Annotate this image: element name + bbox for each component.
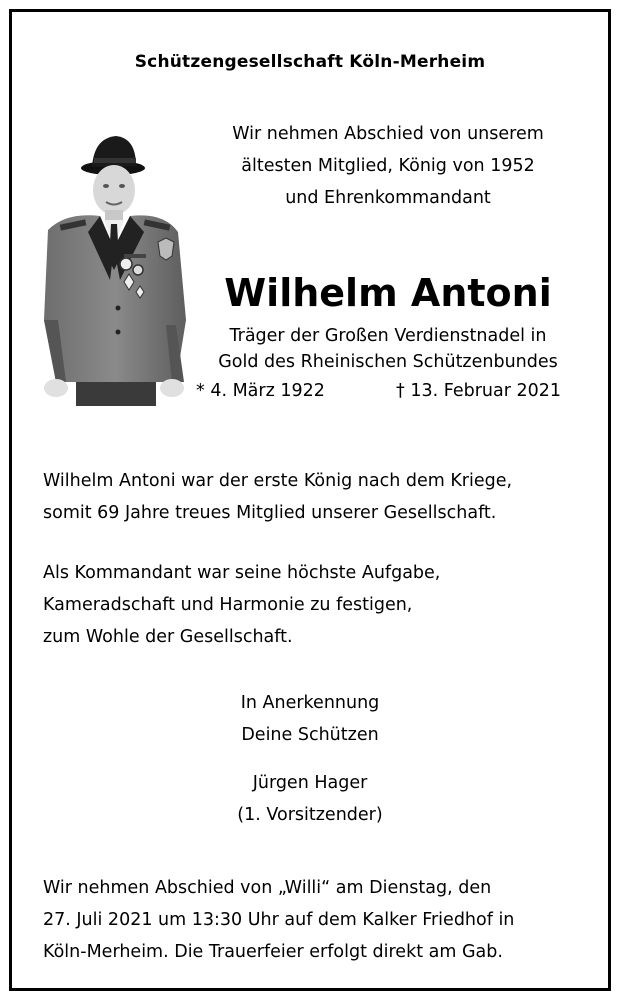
intro-line: Wir nehmen Abschied von unserem bbox=[232, 124, 544, 144]
award-text bbox=[188, 323, 588, 375]
intro-line: ältesten Mitglied, König von 1952 bbox=[241, 156, 535, 176]
obituary-card bbox=[9, 9, 611, 991]
signature-block bbox=[12, 767, 608, 831]
paragraph-commandant bbox=[43, 557, 593, 653]
paragraph-line: Wilhelm Antoni war der erste König nach dem Kriege, bbox=[43, 471, 513, 491]
birth-date: * 4. März 1922 bbox=[196, 381, 325, 401]
paragraph-line: Als Kommandant war seine höchste Aufgabe, bbox=[43, 563, 441, 583]
deceased-name: Wilhelm Antoni bbox=[224, 271, 552, 315]
intro-line: und Ehrenkommandant bbox=[285, 188, 491, 208]
funeral-line: Wir nehmen Abschied von „Willi“ am Dienstag, den bbox=[43, 878, 492, 898]
paragraph-king bbox=[43, 465, 593, 529]
signatory-title: (1. Vorsitzender) bbox=[237, 805, 383, 825]
paragraph-line: zum Wohle der Gesellschaft. bbox=[43, 627, 293, 647]
paragraph-line: Kameradschaft und Harmonie zu festigen, bbox=[43, 595, 413, 615]
signatory-name: Jürgen Hager bbox=[252, 773, 368, 793]
death-date: † 13. Februar 2021 bbox=[396, 381, 561, 401]
funeral-line: Köln-Merheim. Die Trauerfeier erfolgt direkt am Gab. bbox=[43, 942, 503, 962]
closing-text bbox=[12, 687, 608, 751]
award-line: Gold des Rheinischen Schützenbundes bbox=[218, 352, 558, 372]
funeral-notice bbox=[43, 872, 593, 968]
intro-text bbox=[188, 118, 588, 214]
funeral-line: 27. Juli 2021 um 13:30 Uhr auf dem Kalker Friedhof in bbox=[43, 910, 515, 930]
portrait-photo bbox=[26, 120, 196, 410]
organization-name: Schützengesellschaft Köln-Merheim bbox=[134, 52, 486, 72]
award-line: Träger der Großen Verdienstnadel in bbox=[229, 326, 547, 346]
closing-line: Deine Schützen bbox=[241, 725, 379, 745]
paragraph-line: somit 69 Jahre treues Mitglied unserer Gesellschaft. bbox=[43, 503, 497, 523]
closing-line: In Anerkennung bbox=[240, 693, 380, 713]
